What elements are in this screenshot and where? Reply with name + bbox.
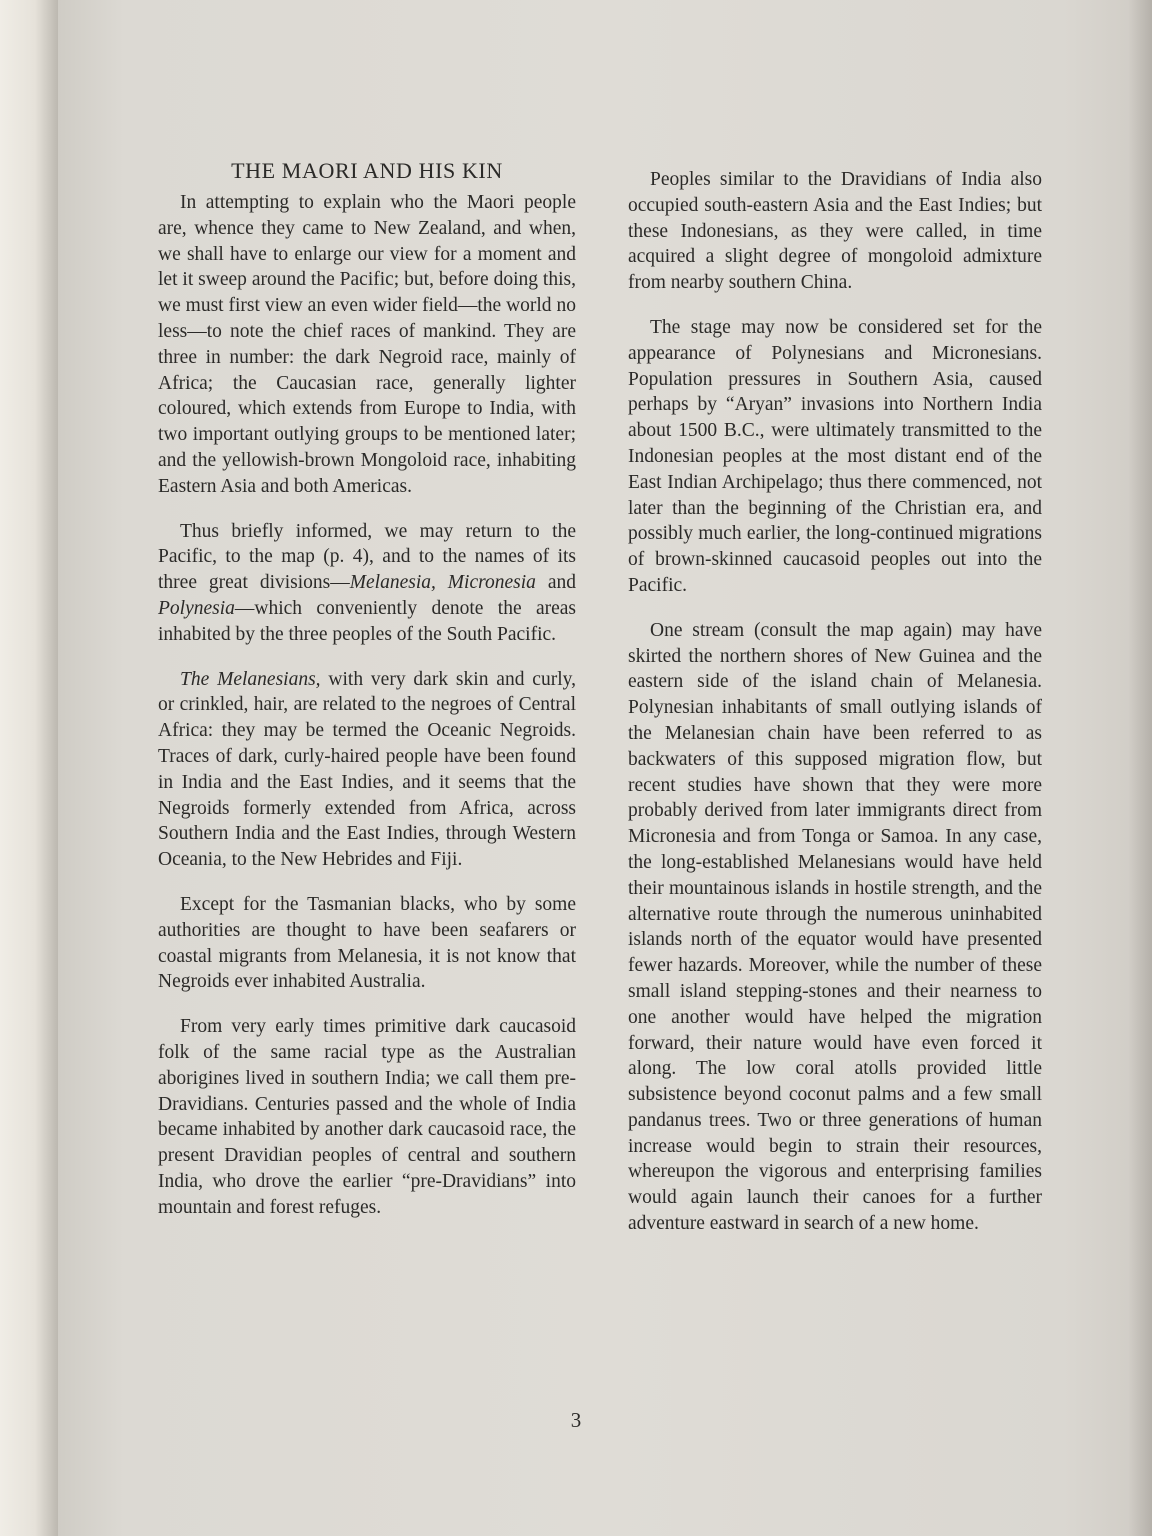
page-edge-shadow <box>1128 0 1152 1536</box>
paragraph-melanesians <box>158 667 576 873</box>
paragraph-chief-races: In attempting to explain who the Maori people are, whence they came to New Zealand, and when, we shall have to enlarge our view for a moment and let it sweep around the Pacific; but, before doing this, we must first view an even wider field—the world no less—to note the chief races of mankind. They are three in number: the dark Negroid race, mainly of Africa; the Caucasian race, generally lighter coloured, which extends from Europe to India, with two important outlying groups to be mentioned later; and the yellowish-brown Mongoloid race, inhabiting Eastern Asia and both Americas. <box>158 192 576 497</box>
page-title: THE MAORI AND HIS KIN <box>231 158 503 183</box>
paragraph-tasmanian: Except for the Tasmanian blacks, who by some authorities are thought to have been seafarers or coastal migrants from Melanesia, it is not know that Negroids ever inhabited Australia. <box>158 893 576 993</box>
previous-page-edge <box>0 0 58 1536</box>
text-span: Thus briefly informed, we may return to the Pacific, to the map (p. 4), and to the names of its three great divisions— <box>158 520 576 594</box>
paragraph-pacific-divisions <box>158 519 576 648</box>
text-span: and <box>535 572 577 594</box>
text-span: with very dark skin and curly, or crinkled, hair, are related to the negroes of Central Africa: they may be termed the Oceanic Negroids. Traces of dark, curly-haired people have been found in India and the East Indies, and it seems that the Negroids formerly extended from Africa, across Southern India and the East Indies, through Western Oceania, to the New Hebrides and Fiji. <box>158 668 576 871</box>
text-span: —which conveniently denote the areas inhabited by the three peoples of the South Pacific. <box>158 597 576 645</box>
italic-the-melanesians: The Melanesians, <box>180 668 321 690</box>
paragraph-stream-route: One stream (consult the map again) may have skirted the northern shores of New Guinea and the eastern side of the island chain of Melanesia. Polynesian inhabitants of small outlying islands of the Melanesian chain have been referred to as backwaters of this supposed migration flow, but recent studies have shown that they were more probably derived from later immigrants direct from Micronesia and from Tonga or Samoa. In any case, the long-established Melanesians would have held their mountainous islands in hostile strength, and the alternative route through the numerous uninhabited islands north of the equator would have presented fewer hazards. Moreover, while the number of these small island stepping-stones and their nearness to one another would have helped the migration forward, their nature would have even forced it along. The low coral atolls provided little subsistence beyond coconut palms and a few small pandanus trees. Two or three generations of human increase would begin to strain their resources, whereupon the vigorous and enterprising families would again launch their canoes for a further adventure eastward in search of a new home. <box>628 619 1042 1235</box>
italic-polynesia: Polynesia <box>158 597 235 619</box>
paragraph-pre-dravidians: From very early times primitive dark caucasoid folk of the same racial type as the Australian aborigines lived in southern India; we call them pre-Dravidians. Centuries passed and the whole of India became inhabited by another dark caucasoid race, the present Dravidian peoples of central and southern India, who drove the earlier “pre-Dravidians” into mountain and forest refuges. <box>158 1016 576 1218</box>
left-column <box>158 156 576 1239</box>
italic-melanesia-micronesia: Melanesia, Micronesia <box>349 572 536 594</box>
paragraph-migrations: The stage may now be considered set for the appearance of Polynesians and Micronesians. Population pressures in Southern Asia, caused perhaps by “Aryan” invasions into Northern India about 1500 B.C., were ultimately transmitted to the Indonesian peoples at the most distant end of the East Indian Archipelago; thus there commenced, not later than the beginning of the Christian era, and possibly much earlier, the long-continued migrations of brown-skinned caucasoid peoples out into the Pacific. <box>628 316 1042 596</box>
paragraph-indonesians: Peoples similar to the Dravidians of India also occupied south-eastern Asia and the East Indies; but these Indonesians, as they were called, in time acquired a slight degree of mongoloid admixture from nearby southern China. <box>628 169 1042 294</box>
right-column <box>628 167 1042 1256</box>
page-number: 3 <box>570 1408 582 1432</box>
